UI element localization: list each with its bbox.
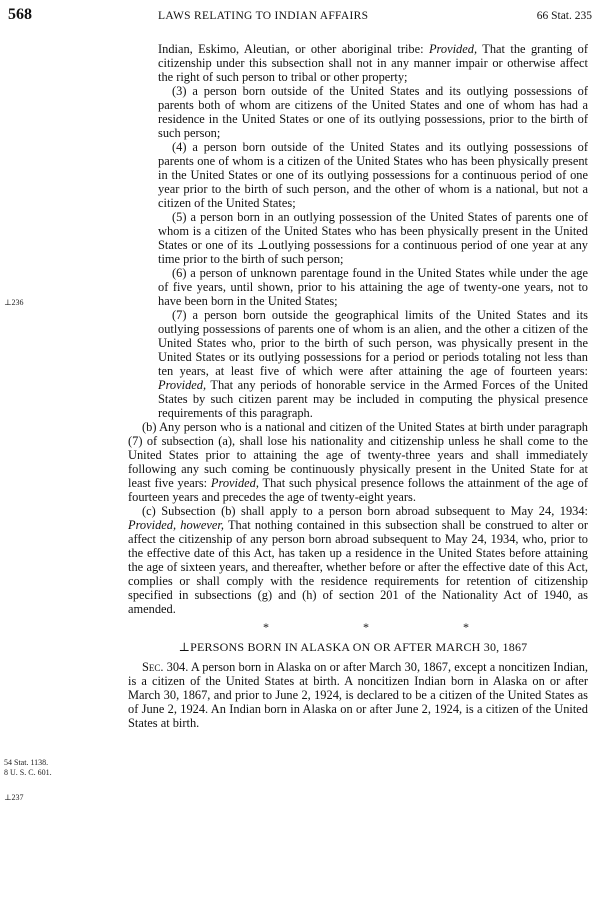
text-run: (5) a person born in an outlying possession of the United States of parents one of whom is a citizen of the United States who has been physically present in the United States or one of its: [158, 210, 588, 252]
section-heading: [118, 640, 588, 654]
subsection-c: [118, 504, 588, 616]
section-label: Sec. 304.: [142, 660, 189, 674]
text-run: That nothing contained in this subsection shall be construed to alter or affect the citizenship of any person born abroad subsequent to May 24, 1934, who, prior to the effective date of this Act, has taken up a residence in the United States before attaining the age of sixteen years, and thereafter, whether before or after the effective date of this Act, complies or shall comply with the residence requirements for retention of citizenship specified in subsections (g) and (h) of section 201 of the Nationality Act of 1940, as amended.: [128, 518, 588, 616]
separator-star: *: [263, 620, 269, 634]
proviso: Provided,: [428, 42, 478, 56]
text-run: (c) Subsection (b) shall apply to a person born abroad subsequent to May 24, 1934:: [142, 504, 588, 518]
proviso: Provided,: [210, 476, 259, 490]
separator-star: *: [463, 620, 469, 634]
proviso: Provided, however,: [128, 518, 224, 532]
section-heading-text: PERSONS BORN IN ALASKA ON OR AFTER MARCH 30, 1867: [190, 640, 528, 654]
running-title: LAWS RELATING TO INDIAN AFFAIRS: [158, 10, 369, 22]
margin-note-237: ⊥237: [4, 793, 24, 802]
separator-star: *: [363, 620, 369, 634]
proviso: Provided,: [158, 378, 207, 392]
subsection-b: [118, 420, 588, 504]
body-text: [118, 42, 588, 730]
paragraph-4: (4) a person born outside of the United States and its outlying possessions of parents one of whom is a citizen of the United States who has been physically present in the United States or one of its outlying possessions for a continuous period of one year prior to the birth of such person, and the other of whom is a national, but not a citizen of the United States;: [158, 140, 588, 210]
margin-note-usc: 8 U. S. C. 601.: [4, 768, 52, 777]
text-run: (b) Any person who is a national and citizen of the United States at birth under paragraph (7) of subsection (a), shall lose his nationality and citizenship unless he shall come to the United States prior to attaining the age of twenty-three years and shall immediately following any such coming be continuously physically present in the United State for at least five years:: [128, 420, 588, 490]
text-run: That such physical presence follows the attainment of the age of fourteen years and precedes the age of twenty-eight years.: [128, 476, 588, 504]
paragraph-5: [118, 210, 588, 266]
paragraph-continuation: [118, 42, 588, 84]
section-separator: [216, 620, 516, 634]
page-break-mark: ⊥: [178, 640, 191, 654]
page-break-mark: ⊥: [256, 238, 269, 252]
page-header: [8, 6, 592, 28]
statute-reference: 66 Stat. 235: [536, 10, 592, 22]
paragraph-7: [118, 308, 588, 420]
paragraph-3: (3) a person born outside of the United States and its outlying possessions of parents both of whom are citizens of the United States and one of whom has had a residence in the United States or one of its outlying possessions, prior to the birth of such person;: [158, 84, 588, 140]
text-run: That any periods of honorable service in the Armed Forces of the United States by such citizen parent may be included in computing the physical presence requirements of this paragraph.: [158, 378, 588, 420]
text-run: (7) a person born outside the geographical limits of the United States and its outlying possessions of parents one of whom is an alien, and the other a citizen of the United States who, prior to the birth of such person, was physically present in the United States or its outlying possessions for a period or periods totaling not less than ten years, at least five of which were after attaining the age of fourteen years:: [158, 308, 588, 378]
paragraph-6: (6) a person of unknown parentage found in the United States while under the age of five years, until shown, prior to his attaining the age of twenty-one years, not to have been born in the United States;: [158, 266, 588, 308]
section-text: A person born in Alaska on or after March 30, 1867, except a noncitizen Indian, is a citizen of the United States at birth. A noncitizen Indian born in Alaska on or after March 30, 1867, and prior to June 2, 1924, is declared to be a citizen of the United States as of June 2, 1924. An Indian born in Alaska on or after June 2, 1924, is a citizen of the United States at birth.: [128, 660, 588, 730]
page-number: 568: [8, 6, 32, 23]
text-run: outlying possessions for a continuous period of one year at any time prior to the birth of such person;: [158, 238, 588, 266]
text-run: That the granting of citizenship under this subsection shall not in any manner impair or otherwise affect the right of such person to tribal or other property;: [158, 42, 589, 84]
section-304: [118, 660, 588, 730]
margin-note-statute: 54 Stat. 1138.: [4, 758, 49, 767]
margin-note-236: ⊥236: [4, 298, 24, 307]
text-run: Indian, Eskimo, Aleutian, or other aboriginal tribe:: [158, 42, 429, 56]
